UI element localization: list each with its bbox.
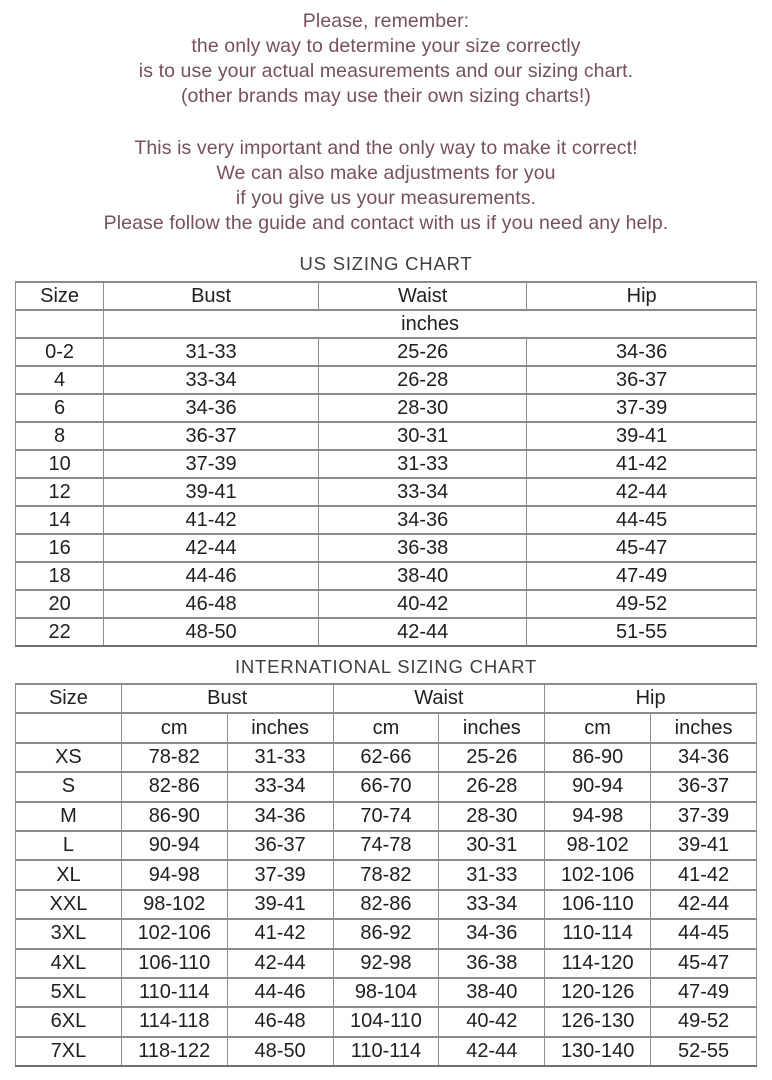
measurement-cell: 36-38 bbox=[439, 949, 545, 978]
measurement-cell: 31-33 bbox=[319, 450, 527, 478]
size-cell: 8 bbox=[16, 422, 104, 450]
intro-line: This is very important and the only way to make it correct! bbox=[134, 137, 638, 159]
measurement-cell: 110-114 bbox=[121, 978, 227, 1007]
measurement-cell: 48-50 bbox=[227, 1037, 333, 1066]
table-row bbox=[16, 338, 757, 366]
measurement-cell: 37-39 bbox=[227, 860, 333, 889]
table-row bbox=[16, 590, 757, 618]
column-header-size: Size bbox=[16, 684, 122, 713]
column-header-bust: Bust bbox=[121, 684, 333, 713]
measurement-cell: 34-36 bbox=[227, 802, 333, 831]
measurement-cell: 42-44 bbox=[439, 1037, 545, 1066]
table-row bbox=[16, 831, 757, 860]
intl-chart-title: INTERNATIONAL SIZING CHART bbox=[234, 656, 538, 677]
intro-line: is to use your actual measurements and our sizing chart. bbox=[138, 60, 634, 82]
empty-cell bbox=[16, 310, 104, 338]
measurement-cell: 39-41 bbox=[104, 478, 319, 506]
measurement-cell: 42-44 bbox=[651, 890, 757, 919]
table-row bbox=[16, 618, 757, 646]
measurement-cell: 33-34 bbox=[227, 772, 333, 801]
size-cell: 0-2 bbox=[16, 338, 104, 366]
measurement-cell: 98-102 bbox=[121, 890, 227, 919]
measurement-cell: 39-41 bbox=[227, 890, 333, 919]
measurement-cell: 37-39 bbox=[104, 450, 319, 478]
measurement-cell: 102-106 bbox=[121, 919, 227, 948]
us-header-row bbox=[16, 282, 757, 310]
unit-header-cm: cm bbox=[121, 713, 227, 742]
measurement-cell: 34-36 bbox=[439, 919, 545, 948]
measurement-cell: 39-41 bbox=[527, 422, 757, 450]
size-cell: S bbox=[16, 772, 122, 801]
size-cell: 16 bbox=[16, 534, 104, 562]
size-cell: 4XL bbox=[16, 949, 122, 978]
column-header-waist: Waist bbox=[319, 282, 527, 310]
measurement-cell: 36-37 bbox=[104, 422, 319, 450]
measurement-cell: 36-38 bbox=[319, 534, 527, 562]
us-unit-row bbox=[16, 310, 757, 338]
size-cell: 22 bbox=[16, 618, 104, 646]
measurement-cell: 49-52 bbox=[527, 590, 757, 618]
size-cell: XXL bbox=[16, 890, 122, 919]
measurement-cell: 114-120 bbox=[545, 949, 651, 978]
size-cell: M bbox=[16, 802, 122, 831]
measurement-cell: 36-37 bbox=[527, 366, 757, 394]
table-row bbox=[16, 802, 757, 831]
table-row bbox=[16, 1007, 757, 1036]
size-cell: 6 bbox=[16, 394, 104, 422]
measurement-cell: 49-52 bbox=[651, 1007, 757, 1036]
intro-paragraph-2 bbox=[0, 136, 772, 236]
size-cell: 7XL bbox=[16, 1037, 122, 1066]
measurement-cell: 28-30 bbox=[319, 394, 527, 422]
measurement-cell: 39-41 bbox=[651, 831, 757, 860]
measurement-cell: 47-49 bbox=[527, 562, 757, 590]
table-row bbox=[16, 1037, 757, 1066]
measurement-cell: 62-66 bbox=[333, 743, 439, 772]
measurement-cell: 42-44 bbox=[527, 478, 757, 506]
measurement-cell: 25-26 bbox=[319, 338, 527, 366]
measurement-cell: 40-42 bbox=[439, 1007, 545, 1036]
measurement-cell: 102-106 bbox=[545, 860, 651, 889]
measurement-cell: 86-90 bbox=[121, 802, 227, 831]
measurement-cell: 70-74 bbox=[333, 802, 439, 831]
measurement-cell: 40-42 bbox=[319, 590, 527, 618]
measurement-cell: 30-31 bbox=[439, 831, 545, 860]
size-cell: 6XL bbox=[16, 1007, 122, 1036]
measurement-cell: 37-39 bbox=[527, 394, 757, 422]
measurement-cell: 38-40 bbox=[439, 978, 545, 1007]
table-row bbox=[16, 534, 757, 562]
measurement-cell: 78-82 bbox=[121, 743, 227, 772]
table-row bbox=[16, 890, 757, 919]
measurement-cell: 33-34 bbox=[319, 478, 527, 506]
measurement-cell: 26-28 bbox=[439, 772, 545, 801]
measurement-cell: 120-126 bbox=[545, 978, 651, 1007]
measurement-cell: 86-92 bbox=[333, 919, 439, 948]
table-row bbox=[16, 860, 757, 889]
unit-header-inches: inches bbox=[651, 713, 757, 742]
unit-label-cell: inches bbox=[104, 310, 757, 338]
column-header-size: Size bbox=[16, 282, 104, 310]
table-row bbox=[16, 394, 757, 422]
measurement-cell: 106-110 bbox=[121, 949, 227, 978]
table-row bbox=[16, 772, 757, 801]
measurement-cell: 104-110 bbox=[333, 1007, 439, 1036]
table-row bbox=[16, 450, 757, 478]
measurement-cell: 41-42 bbox=[527, 450, 757, 478]
intl-unit-row bbox=[16, 713, 757, 742]
measurement-cell: 41-42 bbox=[104, 506, 319, 534]
measurement-cell: 78-82 bbox=[333, 860, 439, 889]
measurement-cell: 42-44 bbox=[319, 618, 527, 646]
us-table-body bbox=[16, 338, 757, 646]
table-row bbox=[16, 978, 757, 1007]
intl-header-row bbox=[16, 684, 757, 713]
size-cell: 18 bbox=[16, 562, 104, 590]
measurement-cell: 92-98 bbox=[333, 949, 439, 978]
measurement-cell: 130-140 bbox=[545, 1037, 651, 1066]
size-cell: L bbox=[16, 831, 122, 860]
measurement-cell: 34-36 bbox=[104, 394, 319, 422]
size-cell: 10 bbox=[16, 450, 104, 478]
table-row bbox=[16, 366, 757, 394]
unit-header-cm: cm bbox=[545, 713, 651, 742]
measurement-cell: 31-33 bbox=[227, 743, 333, 772]
measurement-cell: 47-49 bbox=[651, 978, 757, 1007]
table-row bbox=[16, 506, 757, 534]
size-cell: XS bbox=[16, 743, 122, 772]
column-header-bust: Bust bbox=[104, 282, 319, 310]
column-header-hip: Hip bbox=[545, 684, 757, 713]
measurement-cell: 34-36 bbox=[319, 506, 527, 534]
intro-line: (other brands may use their own sizing charts!) bbox=[180, 85, 592, 107]
intro-text-block bbox=[0, 0, 772, 236]
measurement-cell: 42-44 bbox=[104, 534, 319, 562]
measurement-cell: 82-86 bbox=[333, 890, 439, 919]
size-cell: 4 bbox=[16, 366, 104, 394]
measurement-cell: 41-42 bbox=[651, 860, 757, 889]
measurement-cell: 26-28 bbox=[319, 366, 527, 394]
measurement-cell: 45-47 bbox=[651, 949, 757, 978]
measurement-cell: 98-102 bbox=[545, 831, 651, 860]
measurement-cell: 44-46 bbox=[104, 562, 319, 590]
size-cell: 20 bbox=[16, 590, 104, 618]
measurement-cell: 94-98 bbox=[121, 860, 227, 889]
empty-cell bbox=[16, 713, 122, 742]
table-row bbox=[16, 949, 757, 978]
measurement-cell: 44-46 bbox=[227, 978, 333, 1007]
measurement-cell: 25-26 bbox=[439, 743, 545, 772]
size-cell: 3XL bbox=[16, 919, 122, 948]
size-cell: 12 bbox=[16, 478, 104, 506]
unit-header-inches: inches bbox=[227, 713, 333, 742]
table-row bbox=[16, 478, 757, 506]
measurement-cell: 82-86 bbox=[121, 772, 227, 801]
us-sizing-table bbox=[15, 281, 757, 647]
intro-line: We can also make adjustments for you bbox=[216, 162, 556, 184]
measurement-cell: 114-118 bbox=[121, 1007, 227, 1036]
measurement-cell: 48-50 bbox=[104, 618, 319, 646]
measurement-cell: 33-34 bbox=[104, 366, 319, 394]
measurement-cell: 52-55 bbox=[651, 1037, 757, 1066]
column-header-waist: Waist bbox=[333, 684, 545, 713]
measurement-cell: 38-40 bbox=[319, 562, 527, 590]
table-row bbox=[16, 562, 757, 590]
table-row bbox=[16, 743, 757, 772]
measurement-cell: 37-39 bbox=[651, 802, 757, 831]
measurement-cell: 110-114 bbox=[545, 919, 651, 948]
measurement-cell: 36-37 bbox=[651, 772, 757, 801]
measurement-cell: 34-36 bbox=[651, 743, 757, 772]
measurement-cell: 51-55 bbox=[527, 618, 757, 646]
measurement-cell: 98-104 bbox=[333, 978, 439, 1007]
size-cell: 5XL bbox=[16, 978, 122, 1007]
measurement-cell: 34-36 bbox=[527, 338, 757, 366]
unit-header-cm: cm bbox=[333, 713, 439, 742]
intro-line: Please follow the guide and contact with us if you need any help. bbox=[103, 212, 669, 234]
intro-line: Please, remember: bbox=[302, 10, 470, 32]
measurement-cell: 86-90 bbox=[545, 743, 651, 772]
measurement-cell: 94-98 bbox=[545, 802, 651, 831]
measurement-cell: 31-33 bbox=[104, 338, 319, 366]
measurement-cell: 90-94 bbox=[545, 772, 651, 801]
us-chart-title: US SIZING CHART bbox=[299, 253, 473, 274]
table-row bbox=[16, 422, 757, 450]
table-row bbox=[16, 919, 757, 948]
intl-table-body bbox=[16, 743, 757, 1066]
measurement-cell: 44-45 bbox=[651, 919, 757, 948]
size-cell: XL bbox=[16, 860, 122, 889]
measurement-cell: 74-78 bbox=[333, 831, 439, 860]
unit-header-inches: inches bbox=[439, 713, 545, 742]
measurement-cell: 30-31 bbox=[319, 422, 527, 450]
measurement-cell: 126-130 bbox=[545, 1007, 651, 1036]
measurement-cell: 46-48 bbox=[227, 1007, 333, 1036]
measurement-cell: 110-114 bbox=[333, 1037, 439, 1066]
measurement-cell: 90-94 bbox=[121, 831, 227, 860]
measurement-cell: 28-30 bbox=[439, 802, 545, 831]
measurement-cell: 118-122 bbox=[121, 1037, 227, 1066]
intro-line: if you give us your measurements. bbox=[235, 187, 537, 209]
measurement-cell: 33-34 bbox=[439, 890, 545, 919]
intro-line: the only way to determine your size correctly bbox=[191, 35, 581, 57]
measurement-cell: 106-110 bbox=[545, 890, 651, 919]
measurement-cell: 66-70 bbox=[333, 772, 439, 801]
column-header-hip: Hip bbox=[527, 282, 757, 310]
measurement-cell: 41-42 bbox=[227, 919, 333, 948]
measurement-cell: 45-47 bbox=[527, 534, 757, 562]
measurement-cell: 46-48 bbox=[104, 590, 319, 618]
measurement-cell: 44-45 bbox=[527, 506, 757, 534]
international-sizing-table bbox=[15, 683, 757, 1067]
measurement-cell: 36-37 bbox=[227, 831, 333, 860]
intro-paragraph-1 bbox=[0, 9, 772, 109]
measurement-cell: 31-33 bbox=[439, 860, 545, 889]
size-cell: 14 bbox=[16, 506, 104, 534]
measurement-cell: 42-44 bbox=[227, 949, 333, 978]
